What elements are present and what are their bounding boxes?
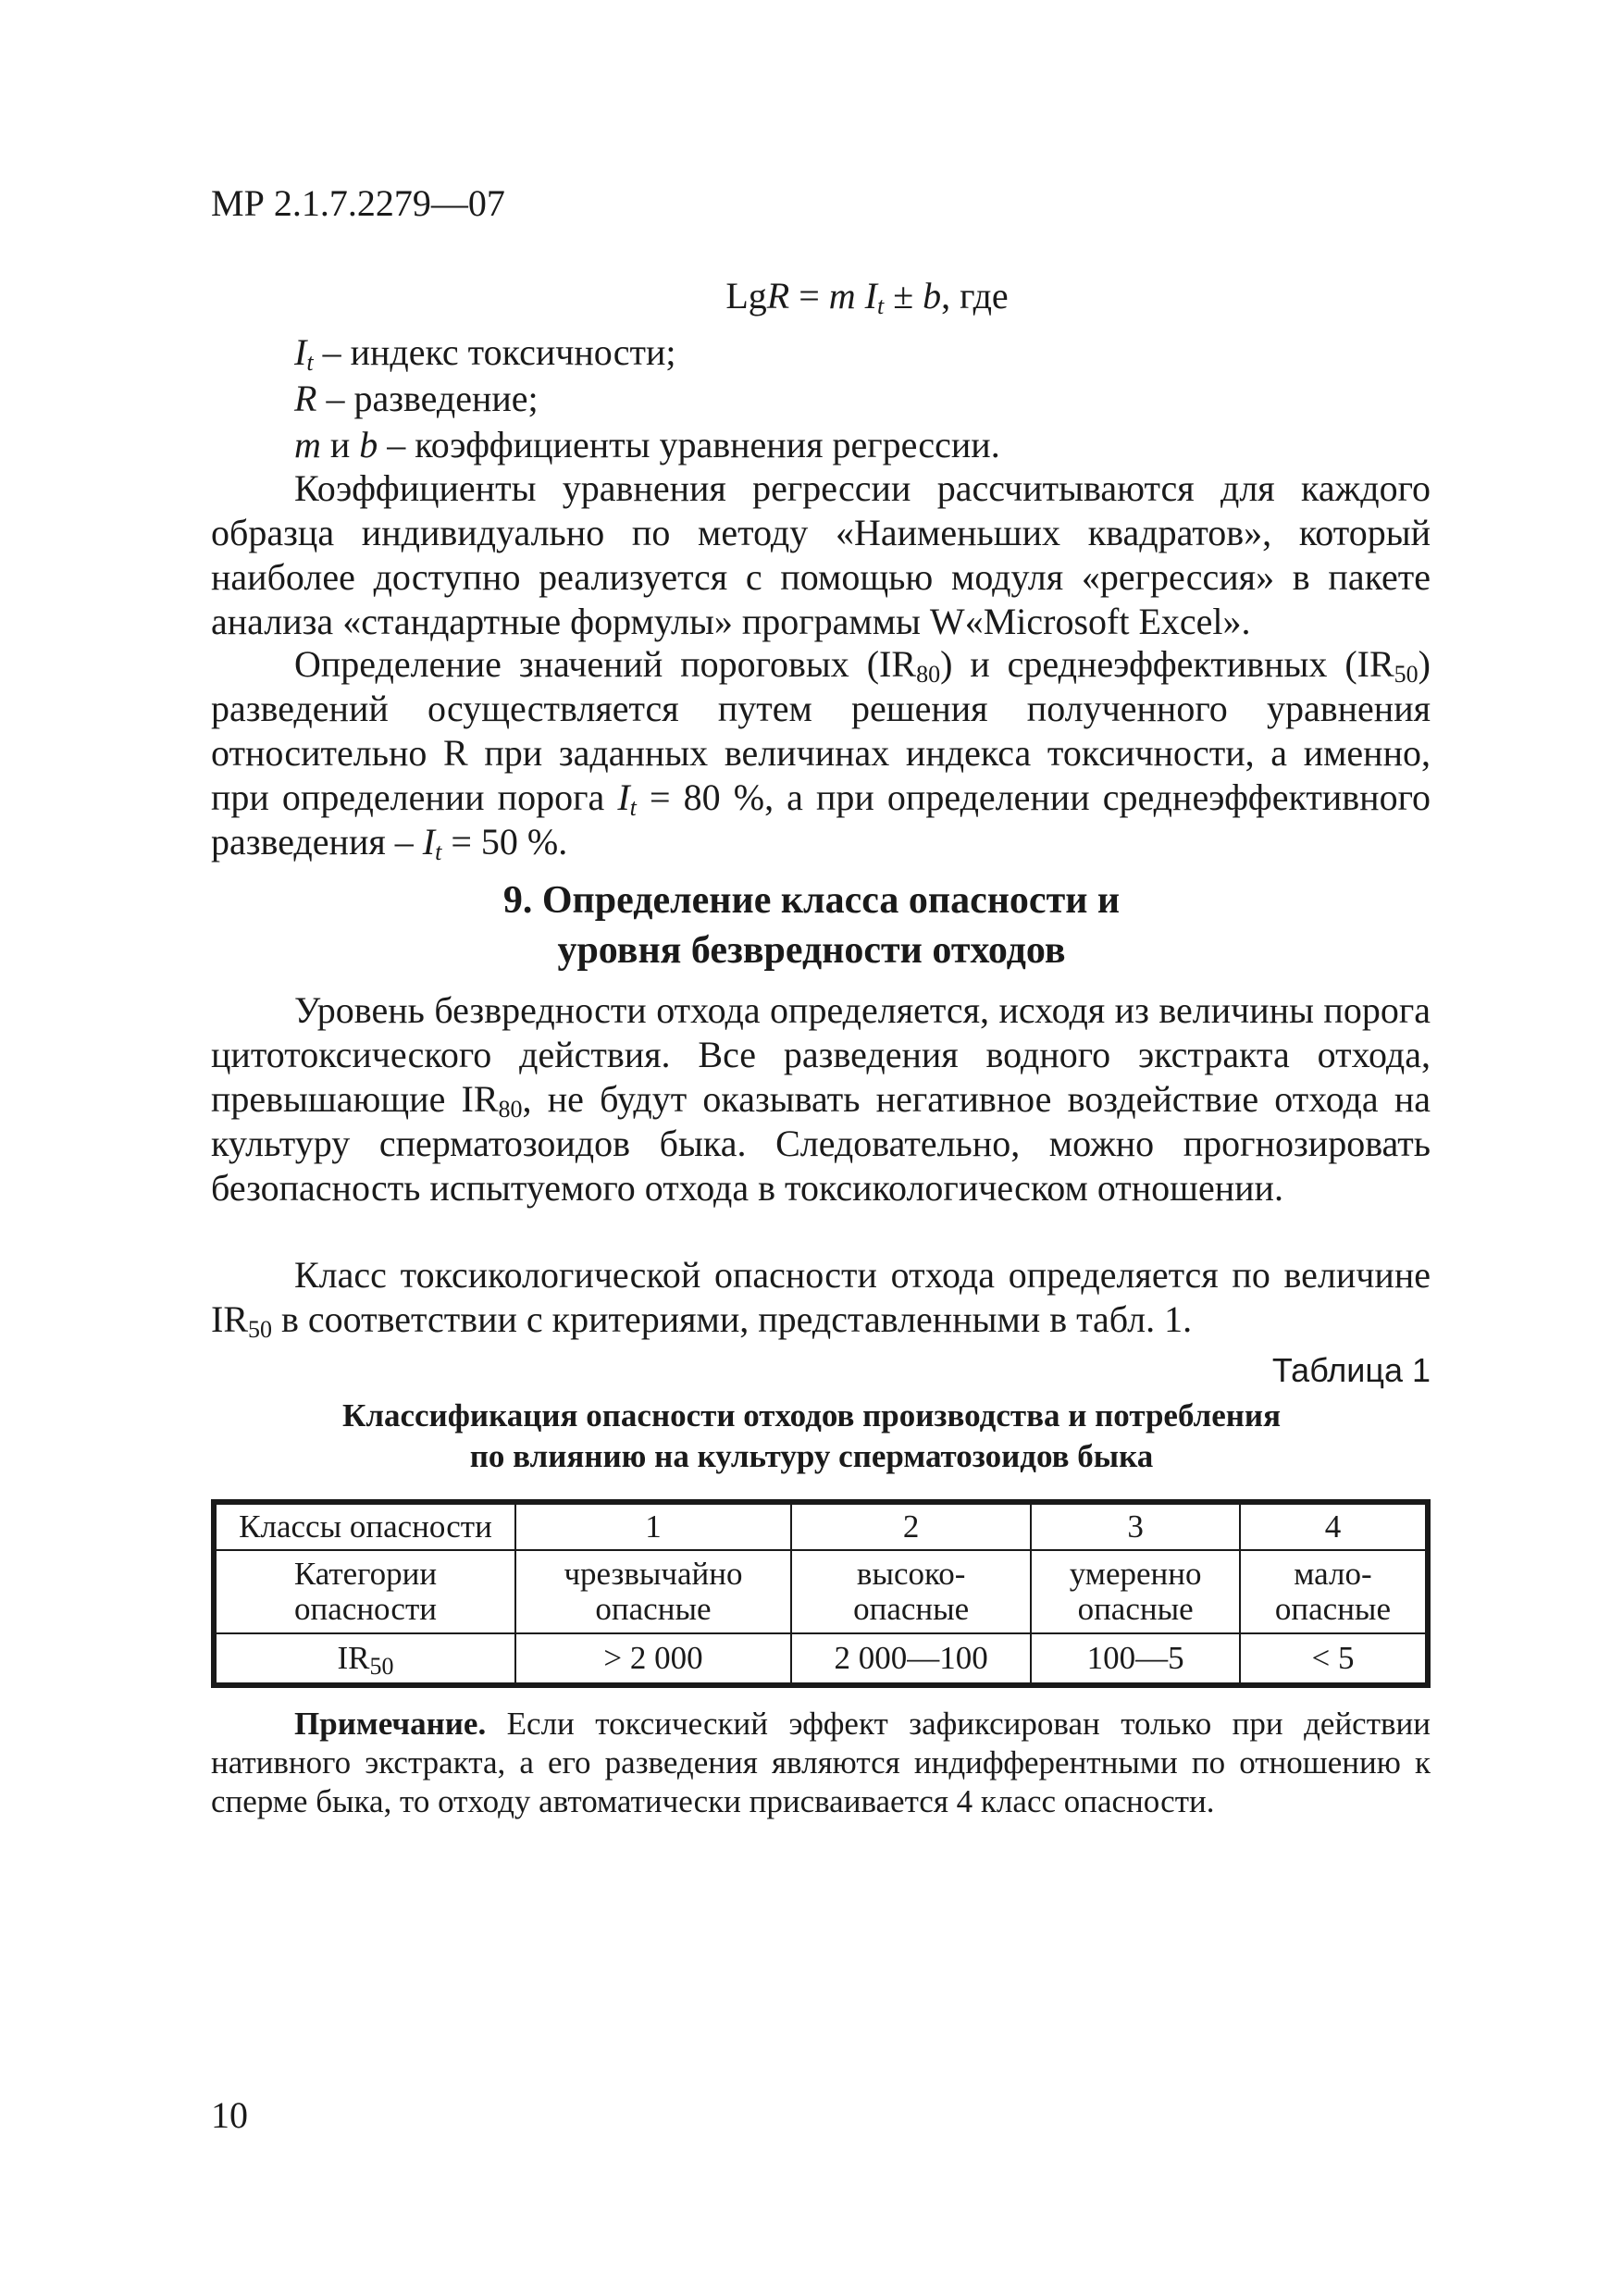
paragraph-thresholds: Определение значений пороговых $(IR_{80})$ и среднеэффективных $(IR_{50})$ разведений осуществляется путем решения полученного уравнения относительно R при заданных величинах индекса токсичности, а именно, при определении порога $I_t = 80$ %, а при определении среднеэффективного разведения – $I_t = 50$ %. [211, 643, 1431, 865]
page-number: 10 [211, 2094, 248, 2136]
table-cell: $IR_{50}$ [214, 1633, 515, 1685]
table-row [214, 1550, 1428, 1633]
table-cell: мало- опасные [1240, 1550, 1428, 1633]
table-row [214, 1633, 1428, 1685]
hazard-classification-table [211, 1499, 1431, 1688]
paragraph-hazard-class: Класс токсикологической опасности отхода определяется по величине $IR_{50}$ в соответствии с критериями, представленными в табл. 1. [211, 1254, 1431, 1343]
definition-toxicity-index: $I_t$ – индекс токсичности; [294, 331, 676, 376]
table-cell: 100—5 [1031, 1633, 1240, 1685]
table-cell: Классы опасности [214, 1502, 515, 1550]
table-cell: 1 [515, 1502, 791, 1550]
paragraph-harmlessness: Уровень безвредности отхода определяется, исходя из величины порога цитотоксического действия. Все разведения водного экстракта отхода, превышающие $IR_{80}$, не будут оказывать негативное воздействие отхода на культуру сперматозоидов быка. Следовательно, можно прогнозировать безопасность испытуемого отхода в токсикологическом отношении. [211, 989, 1431, 1209]
table-cell: 4 [1240, 1502, 1428, 1550]
table-number: Таблица 1 [1271, 1351, 1431, 1389]
table-cell: < 5 [1240, 1633, 1428, 1685]
table-title: Классификация опасности отходов производства и потребления по влиянию на культуру сперматозоидов быка [341, 1397, 1282, 1474]
regression-formula: LgR = m $I_t \pm b$, где [725, 275, 1009, 319]
definition-coefficients: m и b – коэффициенты уравнения регрессии. [294, 424, 1000, 465]
definition-dilution: R – разведение; [294, 378, 539, 419]
table-cell: > 2 000 [515, 1633, 791, 1685]
table-cell: высоко- опасные [791, 1550, 1031, 1633]
table-cell: умеренно опасные [1031, 1550, 1240, 1633]
table-cell: Категории опасности [214, 1550, 515, 1633]
formula-definitions [294, 329, 1000, 468]
table-cell: 2 000—100 [791, 1633, 1031, 1685]
table-note: Примечание. Если токсический эффект зафиксирован только при действии нативного экстракта, а его разведения являются индифферентными по отношению к сперме быка, то отходу автоматически присваивается 4 класс опасности. [211, 1706, 1431, 1819]
document-code: МР 2.1.7.2279—07 [211, 182, 505, 224]
table-cell: 2 [791, 1502, 1031, 1550]
section-heading: 9. Определение класса опасности и уровня безвредности отходов [502, 879, 1121, 972]
table-row [214, 1502, 1428, 1550]
paragraph-coefficients: Коэффициенты уравнения регрессии рассчитываются для каждого образца индивидуально по методу «Наименьших квадратов», который наиболее доступно реализуется с помощью модуля «регрессия» в пакете анализа «стандартные формулы» программы W«Microsoft Excel». [211, 467, 1431, 642]
table-cell: чрезвычайно опасные [515, 1550, 791, 1633]
table-cell: 3 [1031, 1502, 1240, 1550]
